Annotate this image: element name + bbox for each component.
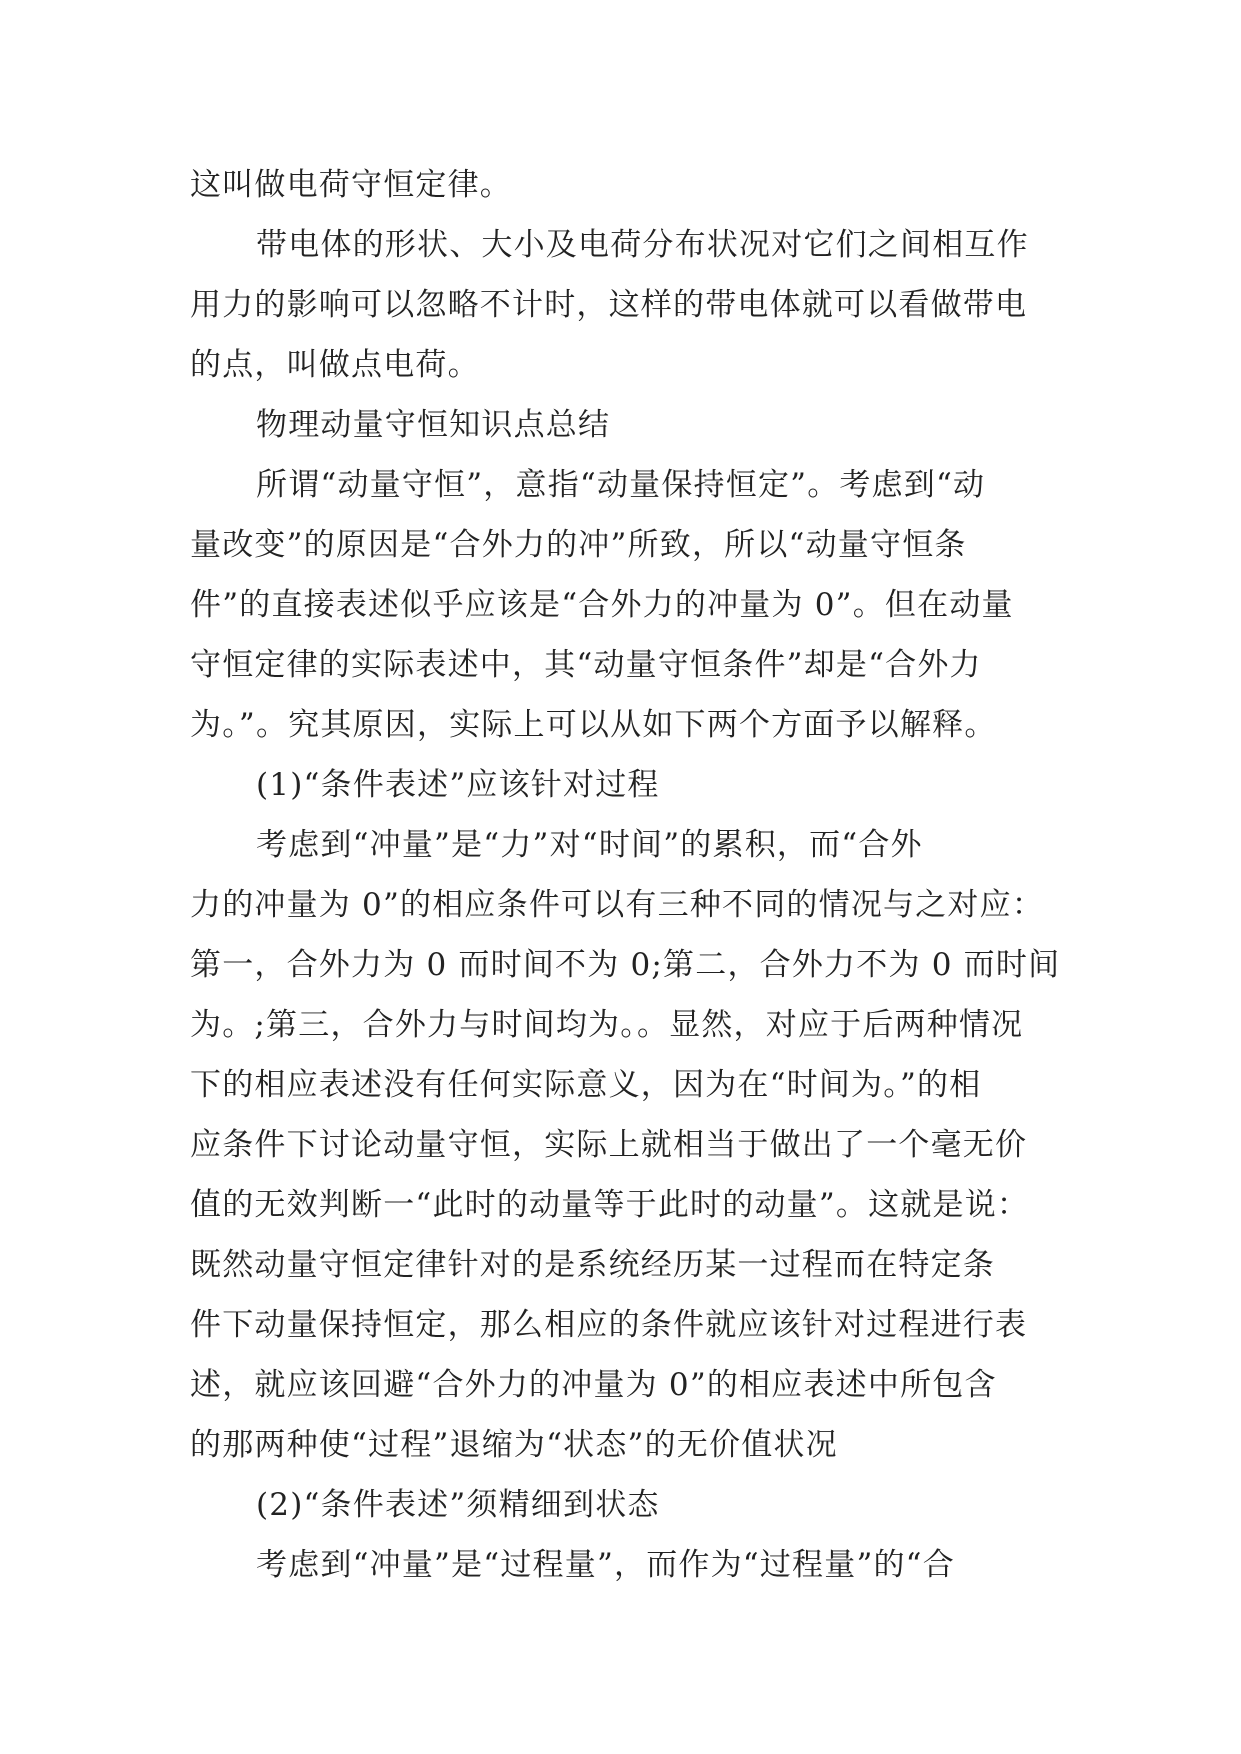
text-line: 既然动量守恒定律针对的是系统经历某一过程而在特定条 bbox=[190, 1247, 995, 1283]
text-line: 考虑到“冲量”是“过程量”，而作为“过程量”的“合 bbox=[256, 1547, 955, 1583]
text-line: 量改变”的原因是“合外力的冲”所致，所以“动量守恒条 bbox=[190, 527, 967, 563]
subsection-heading: (2)“条件表述”须精细到状态 bbox=[256, 1487, 660, 1523]
text-line: 下的相应表述没有任何实际意义，因为在“时间为。”的相 bbox=[190, 1067, 982, 1103]
body-text bbox=[190, 155, 1061, 1595]
text-line: 所谓“动量守恒”，意指“动量保持恒定”。考虑到“动 bbox=[256, 467, 986, 503]
text-line: 带电体的形状、大小及电荷分布状况对它们之间相互作 bbox=[256, 227, 1029, 263]
text-line: 这叫做电荷守恒定律。 bbox=[190, 167, 512, 203]
text-line: 述，就应该回避“合外力的冲量为 0”的相应表述中所包含 bbox=[190, 1367, 997, 1403]
text-line: 件”的直接表述似乎应该是“合外力的冲量为 0”。但在动量 bbox=[190, 587, 1014, 623]
text-line: 守恒定律的实际表述中，其“动量守恒条件”却是“合外力 bbox=[190, 647, 982, 683]
text-line: 应条件下讨论动量守恒，实际上就相当于做出了一个毫无价 bbox=[190, 1127, 1028, 1163]
text-line: 值的无效判断一“此时的动量等于此时的动量”。这就是说： bbox=[190, 1187, 1030, 1223]
text-line: 为。”。究其原因，实际上可以从如下两个方面予以解释。 bbox=[190, 707, 997, 743]
text-line: 的那两种使“过程”退缩为“状态”的无价值状况 bbox=[190, 1427, 838, 1463]
section-heading: 物理动量守恒知识点总结 bbox=[256, 407, 611, 443]
text-line: 件下动量保持恒定，那么相应的条件就应该针对过程进行表 bbox=[190, 1307, 1028, 1343]
text-line: 第一，合外力为 0 而时间不为 0;第二，合外力不为 0 而时间 bbox=[190, 947, 1061, 983]
subsection-heading: (1)“条件表述”应该针对过程 bbox=[256, 767, 660, 803]
text-line: 的点，叫做点电荷。 bbox=[190, 347, 480, 383]
text-line: 用力的影响可以忽略不计时，这样的带电体就可以看做带电 bbox=[190, 287, 1028, 323]
text-line: 力的冲量为 0”的相应条件可以有三种不同的情况与之对应： bbox=[190, 887, 1045, 923]
text-line: 考虑到“冲量”是“力”对“时间”的累积，而“合外 bbox=[256, 827, 923, 863]
text-line: 为。;第三，合外力与时间均为。。显然，对应于后两种情况 bbox=[190, 1007, 1024, 1043]
